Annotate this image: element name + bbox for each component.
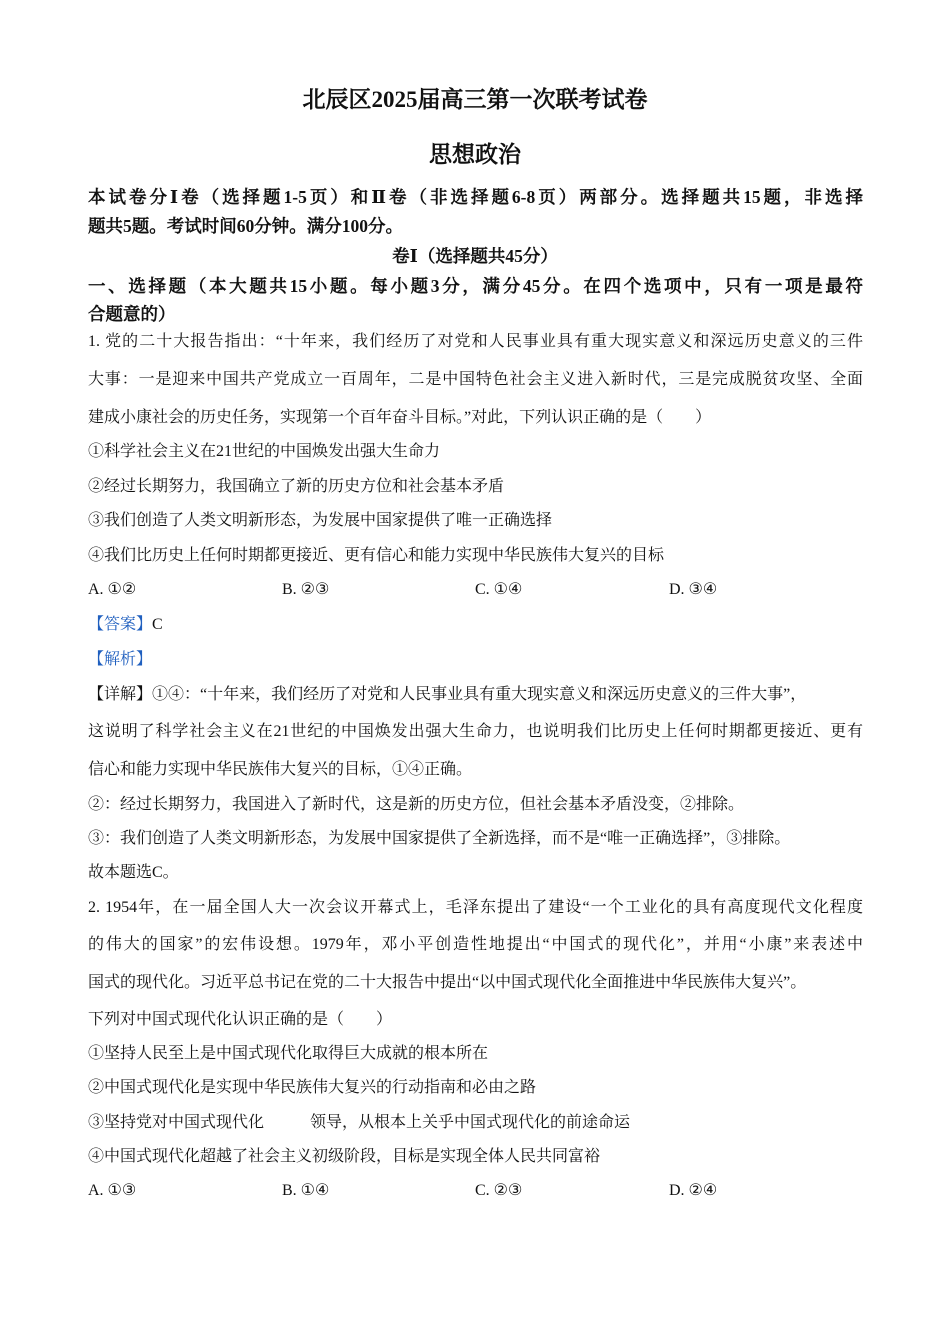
q2-item3-part2: 领导，从根本上关乎中国式现代化的前途命运 (310, 1114, 631, 1131)
q1-item: ②经过长期努力，我国确立了新的历史方位和社会基本矛盾 (88, 478, 505, 495)
q1-detail-line: 信心和能力实现中华民族伟大复兴的目标，①④正确。 (88, 761, 473, 778)
q1-detail-line: 故本题选C。 (88, 864, 179, 881)
q1-stem-line: 建成小康社会的历史任务，实现第一个百年奋斗目标。”对此，下列认识正确的是（ ） (88, 409, 712, 426)
answer-tag: 【答案】 (88, 616, 153, 633)
q1-answer (88, 615, 863, 635)
section-heading: 合题意的） (88, 304, 176, 324)
q2-item3-part1: ③坚持党对中国式现代化 (88, 1114, 265, 1131)
q1-stem-line: 大事：一是迎来中国共产党成立一百周年，二是中国特色社会主义进入新时代，三是完成脱贫攻坚、全面 (88, 371, 863, 388)
exam-title: 北辰区2025届高三第一次联考试卷 (302, 87, 648, 112)
q2-stem-line: 下列对中国式现代化认识正确的是（ ） (88, 1011, 393, 1028)
q1-detail-line (88, 685, 863, 705)
subject-title: 思想政治 (429, 142, 521, 167)
q1-detail-line: ②：经过长期努力，我国进入了新时代，这是新的历史方位，但社会基本矛盾没变，②排除。 (88, 796, 745, 813)
q1-detail-line: 这说明了科学社会主义在21世纪的中国焕发出强大生命力，也说明我们比历史上任何时期都更接近、更有 (88, 723, 863, 740)
q2-choice-c: C. ②③ (475, 1182, 523, 1199)
q2-stem-line: 国式的现代化。习近平总书记在党的二十大报告中提出“以中国式现代化全面推进中华民族伟大复兴”。 (88, 974, 807, 991)
q1-stem-line: 1. 党的二十大报告指出：“十年来，我们经历了对党和人民事业具有重大现实意义和深远历史意义的三件 (88, 333, 863, 350)
q2-item: ②中国式现代化是实现中华民族伟大复兴的行动指南和必由之路 (88, 1079, 537, 1096)
q1-detail-line: ③：我们创造了人类文明新形态，为发展中国家提供了全新选择，而不是“唯一正确选择”，③排除。 (88, 830, 791, 847)
q2-stem-line: 2. 1954年，在一届全国人大一次会议开幕式上，毛泽东提出了建设“一个工业化的具有高度现代文化程度 (88, 899, 863, 916)
detail-text: ①④：“十年来，我们经历了对党和人民事业具有重大现实意义和深远历史意义的三件大事”， (152, 686, 807, 703)
q1-choice-a: A. ①② (88, 581, 137, 598)
q1-choice-c: C. ①④ (475, 581, 523, 598)
q1-item: ③我们创造了人类文明新形态，为发展中国家提供了唯一正确选择 (88, 512, 553, 529)
q1-item: ④我们比历史上任何时期都更接近、更有信心和能力实现中华民族伟大复兴的目标 (88, 547, 665, 564)
q2-item: ④中国式现代化超越了社会主义初级阶段，目标是实现全体人民共同富裕 (88, 1148, 601, 1165)
q1-analysis-tag: 【解析】 (88, 651, 153, 668)
intro-line: 题共5题。考试时间60分钟。满分100分。 (88, 216, 403, 236)
section-heading: 一、选择题（本大题共15小题。每小题3分，满分45分。在四个选项中，只有一项是最符 (88, 276, 863, 296)
q2-choice-b: B. ①④ (282, 1182, 330, 1199)
detail-tag: 【详解】 (88, 686, 153, 703)
q1-choice-d: D. ③④ (669, 581, 718, 598)
answer-value: C (152, 616, 163, 633)
q2-item (88, 1113, 863, 1133)
part-heading: 卷Ⅰ（选择题共45分） (392, 246, 558, 266)
intro-line: 本试卷分Ⅰ卷（选择题1-5页）和Ⅱ卷（非选择题6-8页）两部分。选择题共15题，非选择 (88, 187, 863, 207)
q2-stem-line: 的伟大的国家”的宏伟设想。1979年，邓小平创造性地提出“中国式的现代化”，并用“小康”来表述中 (88, 936, 863, 953)
q2-item: ①坚持人民至上是中国式现代化取得巨大成就的根本所在 (88, 1045, 489, 1062)
q1-item: ①科学社会主义在21世纪的中国焕发出强大生命力 (88, 443, 441, 460)
q1-choice-b: B. ②③ (282, 581, 330, 598)
q2-choice-d: D. ②④ (669, 1182, 718, 1199)
q2-choice-a: A. ①③ (88, 1182, 137, 1199)
